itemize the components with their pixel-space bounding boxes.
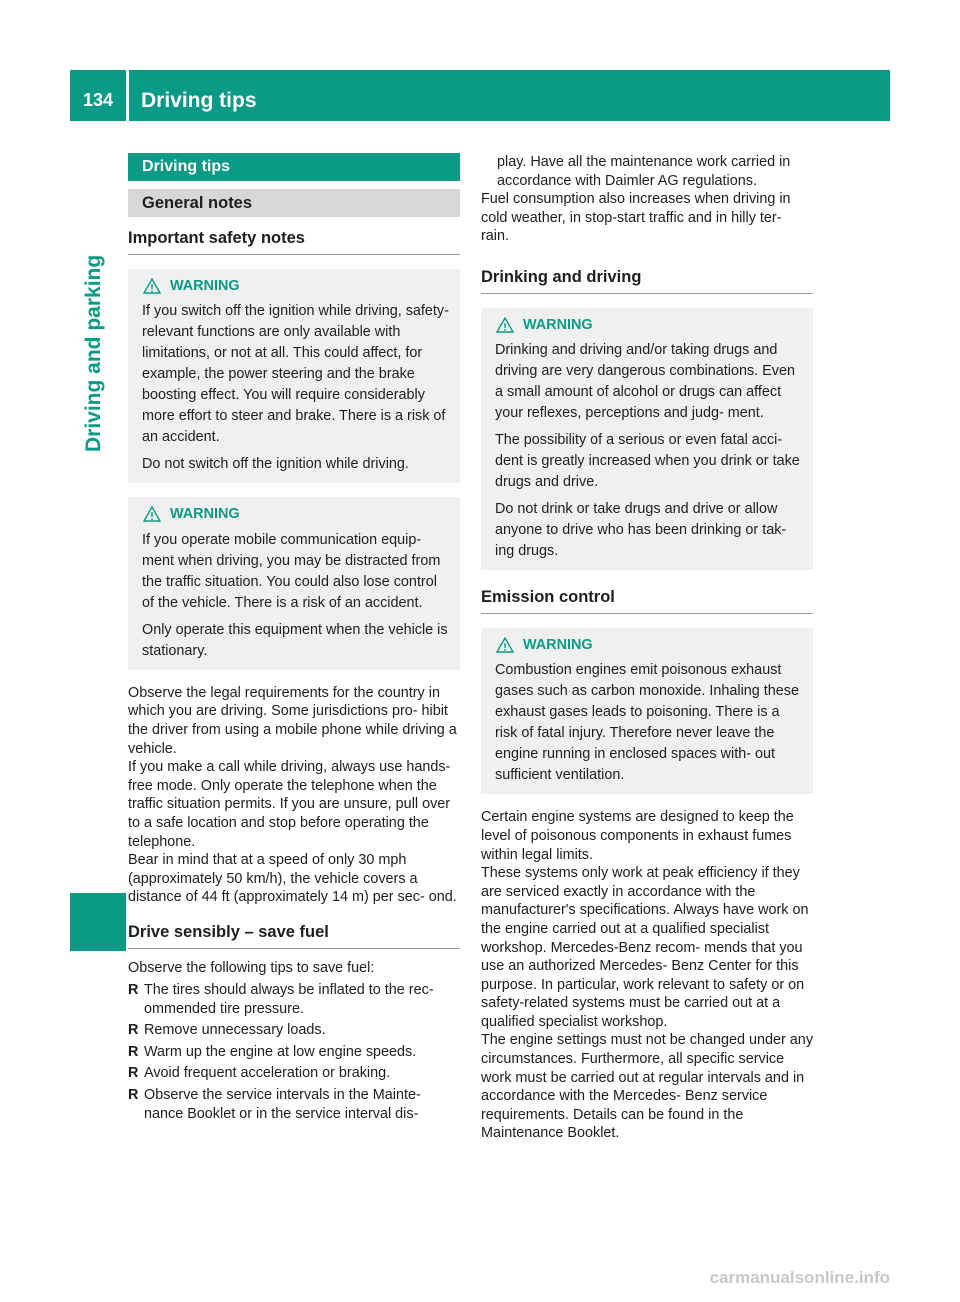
side-tab-marker [70, 893, 126, 951]
warning-text: Do not drink or take drugs and drive or allow anyone to drive who has been drinking or tak- ing drugs. [495, 501, 787, 560]
bullet-icon: R [128, 1043, 139, 1060]
footer-watermark: carmanualsonline.info [709, 1268, 890, 1287]
fuel-tips-list [128, 981, 460, 1123]
warning-text: Drinking and driving and/or taking drugs and driving are very dangerous combinations. Even a small amount of alcohol or drugs can affect your reflexes, perceptions and judg- ment. [495, 342, 795, 422]
warning-text: The possibility of a serious or even fatal acci- dent is greatly increased when you drink or take drugs and drive. [495, 432, 800, 491]
header-divider [126, 70, 129, 121]
body-paragraph: Fuel consumption also increases when driving in cold weather, in stop-start traffic and in hilly ter- rain. [481, 191, 791, 245]
section-title: Driving tips [128, 153, 460, 181]
warning-header [142, 505, 450, 524]
warning-label: WARNING [523, 316, 593, 333]
warning-text: Do not switch off the ignition while driving. [142, 456, 409, 473]
body-paragraph: Observe the legal requirements for the country in which you are driving. Some jurisdictions pro- hibit the driver from using a mobile phone while driving a vehicle. [128, 684, 457, 757]
warning-triangle-icon [142, 278, 162, 294]
list-item: R The tires should always be inflated to the rec- ommended tire pressure. [128, 982, 434, 1017]
bullet-icon: R [128, 1087, 139, 1104]
page-number: 134 [82, 90, 114, 110]
list-item: R Remove unnecessary loads. [128, 1022, 326, 1039]
warning-text: Only operate this equipment when the vehicle is stationary. [142, 621, 448, 659]
list-item: R Avoid frequent acceleration or braking. [128, 1065, 391, 1082]
warning-label: WARNING [170, 277, 240, 294]
body-paragraph: Certain engine systems are designed to keep the level of poisonous components in exhaust fumes within legal limits. [481, 809, 794, 863]
warning-header [495, 316, 803, 335]
warning-label: WARNING [523, 636, 593, 653]
right-column [481, 153, 813, 1143]
left-column [128, 153, 460, 1126]
bullet-icon: R [128, 982, 139, 999]
list-item: R Warm up the engine at low engine speeds. [128, 1043, 417, 1060]
warning-triangle-icon [495, 637, 515, 653]
heading-safety-notes: Important safety notes [128, 229, 460, 255]
warning-header [142, 277, 450, 296]
subsection-title: General notes [128, 189, 460, 217]
bullet-icon: R [128, 1022, 139, 1039]
heading-save-fuel: Drive sensibly – save fuel [128, 923, 460, 949]
running-title: Driving tips [141, 89, 257, 112]
warning-triangle-icon [495, 317, 515, 333]
body-paragraph: These systems only work at peak efficiency if they are serviced exactly in accordance with the manufacturer's specifications. Always have work on the engine carried out at a qualified specialist workshop. Mercedes-Benz recom- mends that you use an authorized Mercedes- Benz Center for this purpose. In particular, work relevant to safety or on safety-related systems must be carried out at a qualified specialist workshop. [481, 865, 809, 1030]
body-paragraph: The engine settings must not be changed under any circumstances. Furthermore, all specific service work must be carried out at regular intervals and in accordance with the Mercedes- Benz service requirements. Details can be found in the Maintenance Booklet. [481, 1032, 814, 1142]
warning-label: WARNING [170, 506, 240, 523]
warning-text: Combustion engines emit poisonous exhaust gases such as carbon monoxide. Inhaling these exhaust gases leads to poisoning. There is a risk of fatal injury. Therefore never leave the engine running in enclosed spaces with- out sufficient ventilation. [495, 662, 799, 784]
list-item: R Observe the service intervals in the Mainte- nance Booklet or in the service interval dis- [128, 1087, 421, 1122]
bullet-icon: R [128, 1065, 139, 1082]
warning-box [481, 628, 813, 795]
warning-box [128, 269, 460, 484]
body-paragraph: If you make a call while driving, always use hands-free mode. Only operate the telephone when the traffic situation permits. If you are unsure, pull over to a safe location and stop before operating the telephone. [128, 759, 451, 850]
side-tab-label: Driving and parking [82, 254, 105, 452]
list-item-continued: play. Have all the maintenance work carried in accordance with Daimler AG regulations. [497, 154, 791, 189]
heading-emission-control: Emission control [481, 588, 813, 614]
warning-triangle-icon [142, 506, 162, 522]
warning-box [481, 308, 813, 571]
body-paragraph: Observe the following tips to save fuel: [128, 959, 375, 976]
warning-box [128, 497, 460, 670]
body-paragraph: Bear in mind that at a speed of only 30 mph (approximately 50 km/h), the vehicle covers a distance of 44 ft (approximately 14 m) per sec- ond. [128, 852, 457, 906]
heading-drinking-driving: Drinking and driving [481, 268, 813, 294]
warning-text: If you switch off the ignition while driving, safety-relevant functions are only available with limitations, or not at all. This could affect, for example, the power steering and the brake boosting effect. You will require considerably more effort to steer and brake. There is a risk of an accident. [142, 303, 449, 446]
warning-header [495, 636, 803, 655]
warning-text: If you operate mobile communication equip- ment when driving, you may be distracted from the traffic situation. You could also lose control of the vehicle. There is a risk of an accident. [142, 531, 441, 611]
